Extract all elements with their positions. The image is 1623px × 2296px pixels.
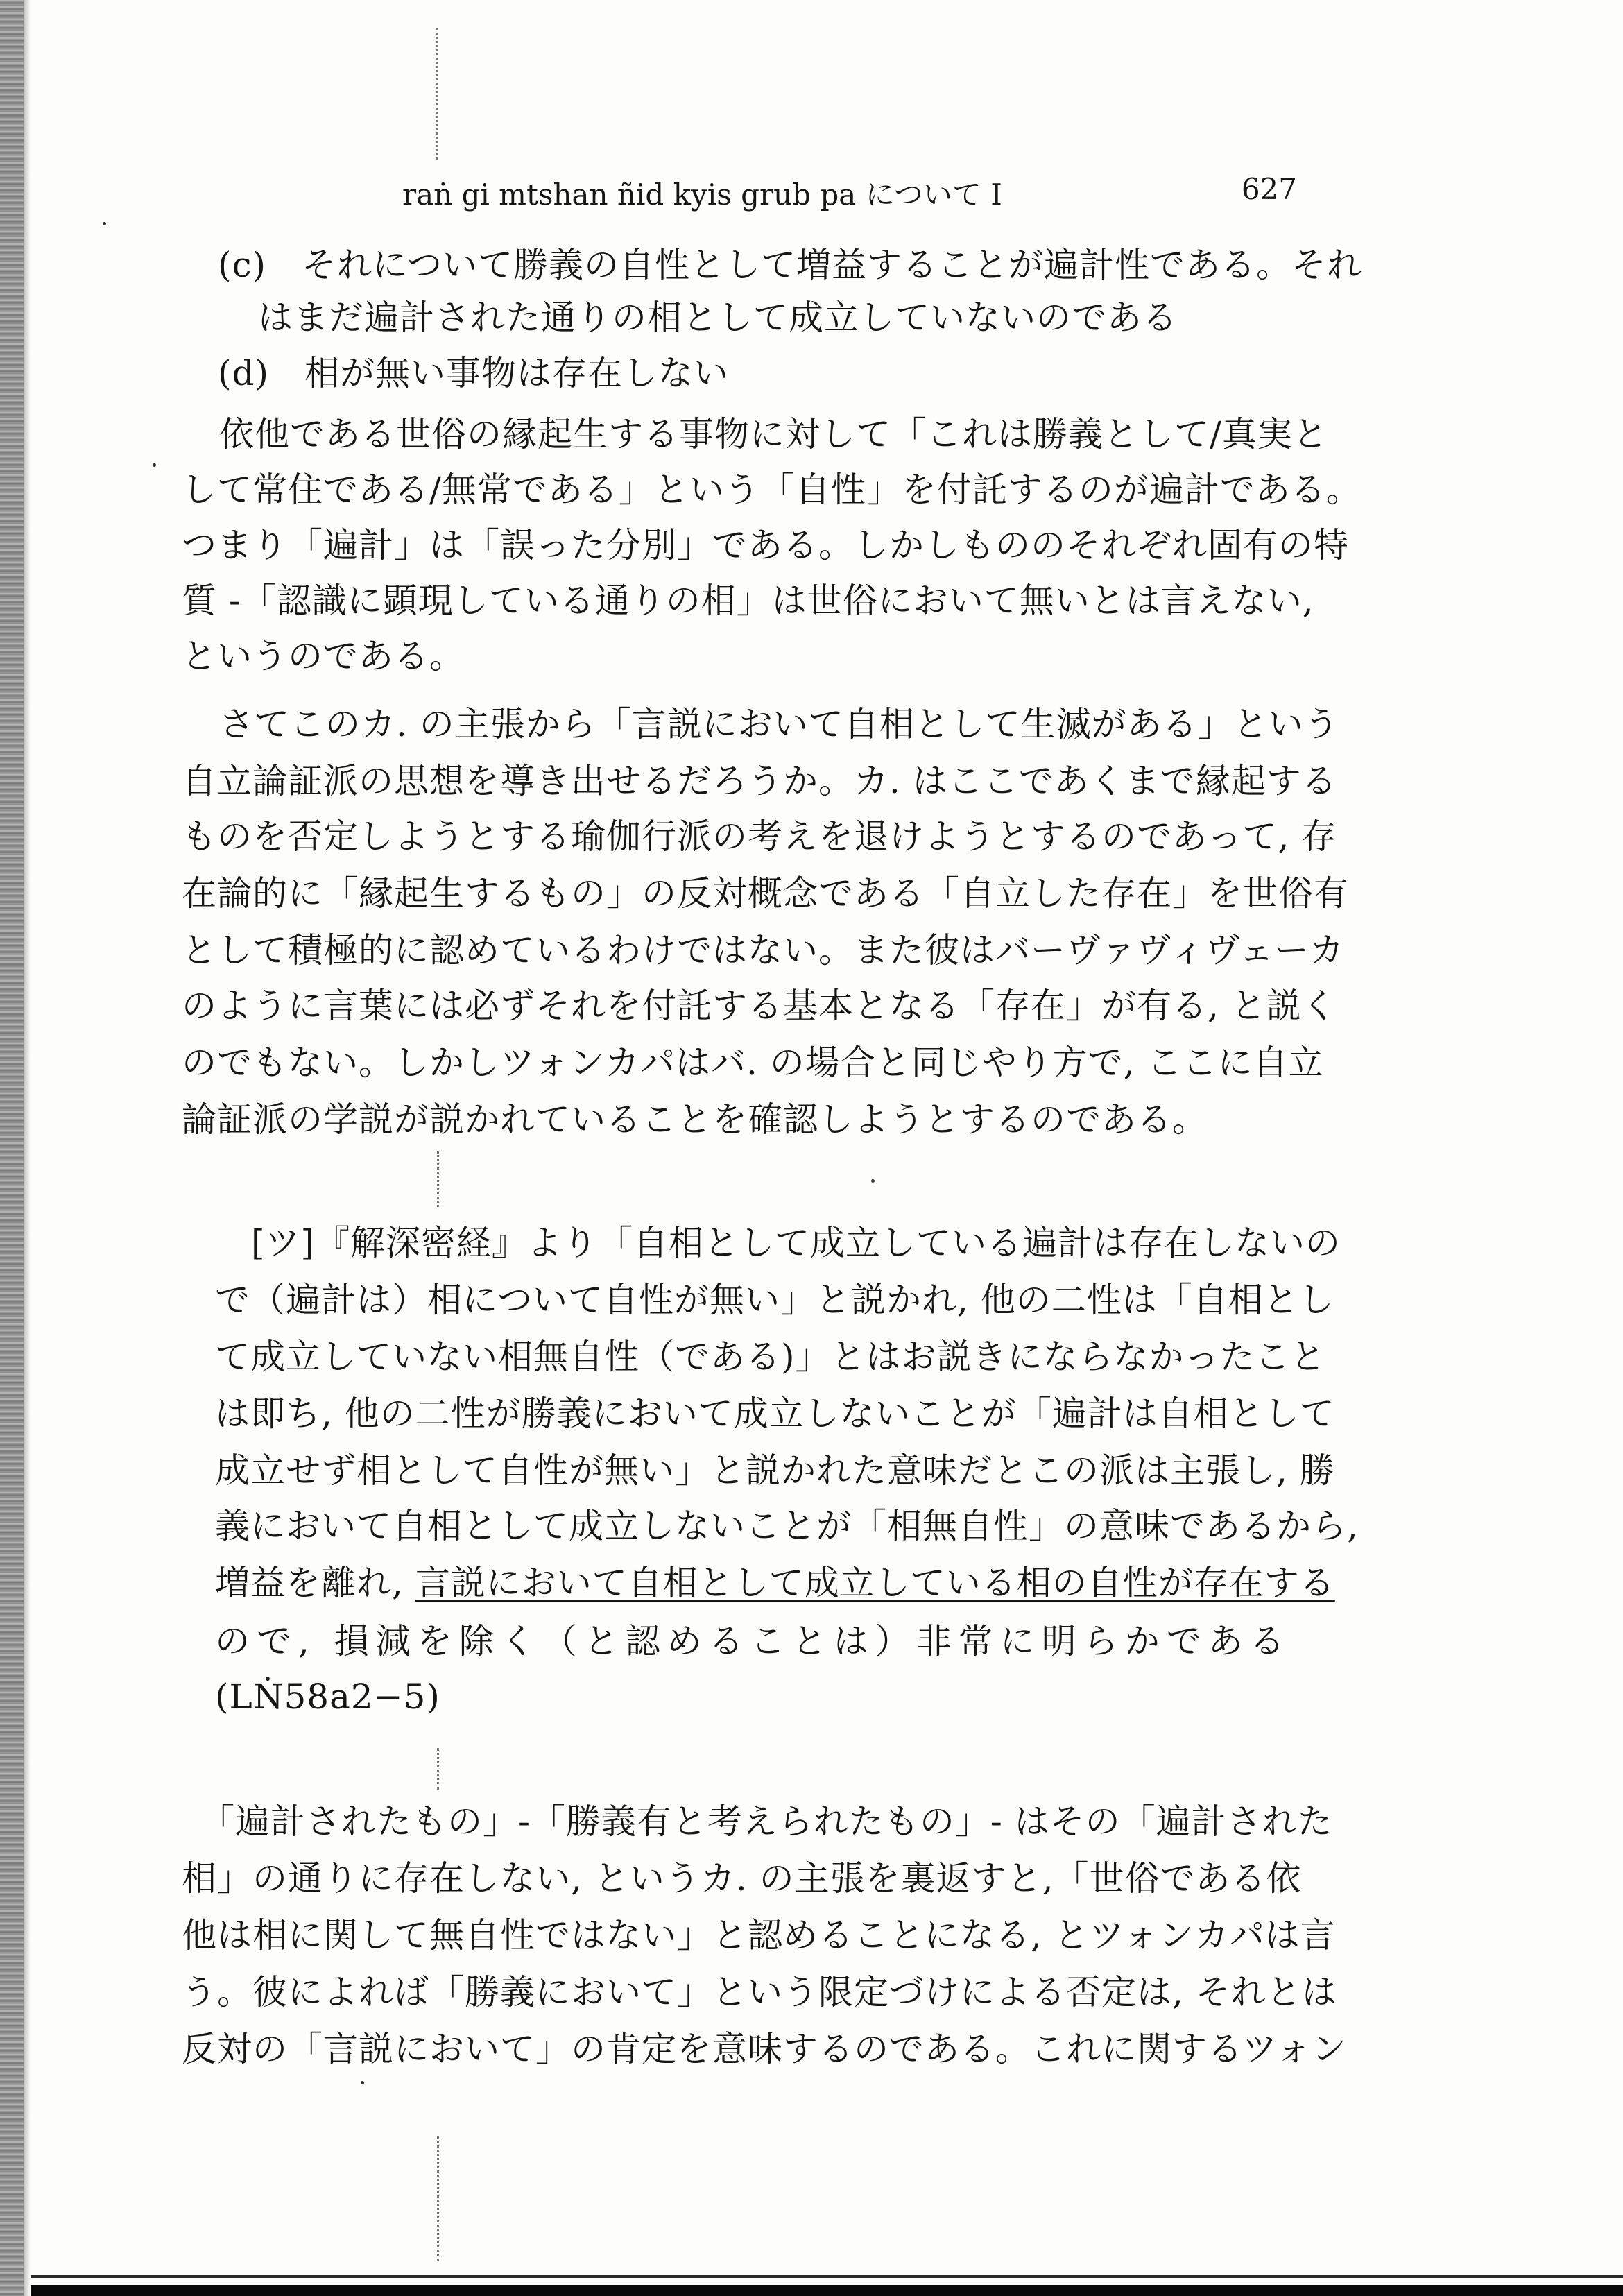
quote-line-3: て成立していない相無自性（である)」とはお説きにならなかったこと <box>215 1337 1326 1377</box>
page-bottom-rule <box>31 2285 1623 2296</box>
paragraph-1-line-1: 依他である世俗の縁起生する事物に対して「これは勝義として/真実と <box>219 414 1328 454</box>
paragraph-1-line-4: 質 -「認識に顕現している通りの相」は世俗において無いとは言えない, <box>182 581 1314 621</box>
fold-mark-bottom <box>437 2136 442 2261</box>
quote-line-2: で（遍計は）相について自性が無い」と説かれ, 他の二性は「自相とし <box>215 1280 1334 1320</box>
paragraph-1-line-3: つまり「遍計」は「誤った分別」である。しかしもののそれぞれ固有の特 <box>182 525 1349 565</box>
paragraph-2-line-1: さてこのカ. の主張から「言説において自相として生滅がある」という <box>219 704 1339 744</box>
fold-mark-mid <box>437 1151 442 1207</box>
page-bottom-rule-thin <box>31 2275 1623 2278</box>
fold-mark-top <box>436 28 440 160</box>
quote-line-5: 成立せず相として自性が無い」と説かれた意味だとこの派は主張し, 勝 <box>215 1450 1335 1491</box>
paragraph-2-line-7: のでもない。しかしツォンカパはバ. の場合と同じやり方で, ここに自立 <box>182 1043 1324 1083</box>
quote-line-6: 義において自相として成立しないことが「相無自性」の意味であるから, <box>215 1506 1359 1546</box>
quote-line-8: ので, 損減を除く（と認めることは）非常に明らかである <box>215 1621 1291 1661</box>
paragraph-3-line-3: 他は相に関して無自性ではない」と認めることになる, とツォンカパは言 <box>182 1915 1336 1955</box>
item-c-line-2: はまだ遍計された通りの相として成立していないのである <box>258 298 1178 338</box>
paragraph-2-line-8: 論証派の学説が説かれていることを確認しようとするのである。 <box>182 1099 1208 1140</box>
item-d: (d) 相が無い事物は存在しない <box>218 353 730 393</box>
quote-line-1: [ツ]『解深密経』より「自相として成立している遍計は存在しないの <box>251 1223 1341 1263</box>
paragraph-2-line-4: 在論的に「縁起生するもの」の反対概念である「自立した存在」を世俗有 <box>182 873 1349 914</box>
running-title: raṅ gi mtshan ñid kyis grub pa について Ⅰ <box>402 178 1002 212</box>
quote-line-4: は即ち, 他の二性が勝義において成立しないことが「遍計は自相として <box>215 1394 1335 1434</box>
scan-speck <box>153 463 156 467</box>
paragraph-3-line-4: う。彼によれば「勝義において」という限定づけによる否定は, それとは <box>182 1972 1337 2012</box>
paragraph-3-line-1: 「遍計されたもの」-「勝義有と考えられたもの」- はその「遍計された <box>200 1801 1333 1842</box>
quote-line-7-prefix: 増益を離れ, <box>215 1563 404 1603</box>
paragraph-3-line-2: 相」の通りに存在しない, というカ. の主張を裏返すと,「世俗である依 <box>182 1858 1302 1899</box>
running-header <box>402 172 1373 214</box>
scan-shadow-edge <box>0 0 24 2296</box>
scan-speck <box>361 2081 364 2084</box>
paragraph-3-line-5: 反対の「言説において」の肯定を意味するのである。これに関するツォン <box>182 2029 1347 2069</box>
page-number: 627 <box>1241 172 1297 206</box>
scan-speck <box>103 222 106 225</box>
paragraph-1-line-5: というのである。 <box>182 636 465 676</box>
paragraph-2-line-3: ものを否定しようとする瑜伽行派の考えを退けようとするのであって, 存 <box>182 816 1337 857</box>
scan-shadow-gradient <box>24 0 31 2296</box>
paragraph-2-line-5: として積極的に認めているわけではない。また彼はバーヴァヴィヴェーカ <box>182 930 1345 970</box>
paragraph-1-line-2: して常住である/無常である」という「自性」を付託するのが遍計である。 <box>182 470 1362 510</box>
paragraph-2-line-2: 自立論証派の思想を導き出せるだろうか。カ. はここであくまで縁起する <box>182 761 1337 801</box>
quote-citation: (LṄ58a2−5) <box>215 1677 440 1717</box>
fold-mark-lower <box>437 1748 442 1790</box>
paragraph-2-line-6: のように言葉には必ずそれを付託する基本となる「存在」が有る, と説く <box>182 986 1337 1026</box>
quote-underlined-phrase: 言説において自相として成立している相の自性が存在する <box>415 1563 1335 1603</box>
scan-speck <box>871 1179 875 1183</box>
quote-line-7 <box>215 1558 1335 1608</box>
item-c-line-1: (c) それについて勝義の自性として増益することが遍計性である。それ <box>218 245 1363 285</box>
